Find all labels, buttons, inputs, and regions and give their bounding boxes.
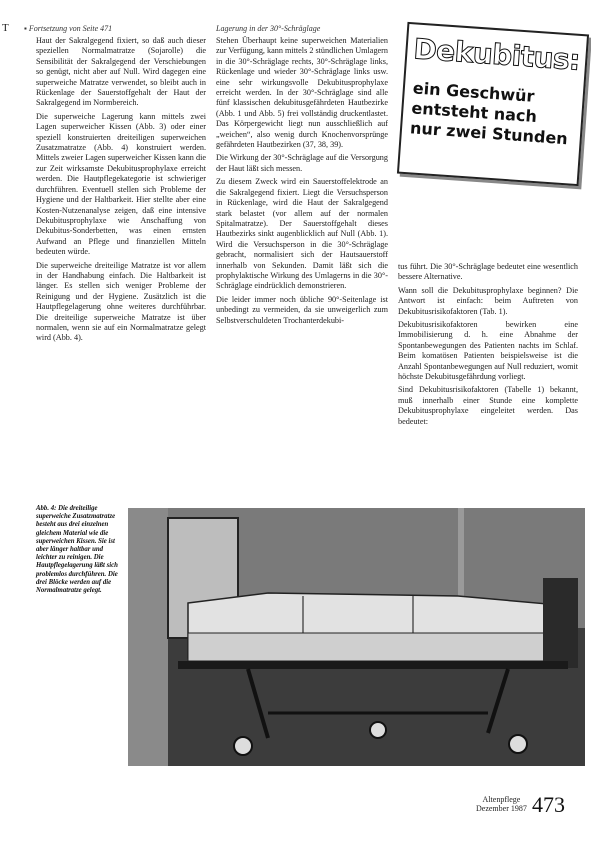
paragraph: Haut der Sakralgegend fixiert, so daß auch dieser speziellen Normalmatratze (Sojarolle) die Sensibilität der Sakralgegend der Verschiebungen so genügt, nicht aber auf Null. Wird dagegen eine superweiche Matratze verwendet, so bleibt auch in Rückenlage der Sauerstoffgehalt der Haut der Sakralgegend im Normbereich. [36,36,206,108]
running-head-middle: Lagerung in der 30°-Schräglage [216,24,321,33]
headline-subtitle-line: ein Geschwür [412,78,536,106]
article-column-3 [398,262,578,430]
paragraph: Sind Dekubitusrisikofaktoren (Tabelle 1) bekannt, muß innerhalb einer Stunde eine komplette Dekubitusprophylaxe eingeleitet werden. Das bedeutet: [398,385,578,426]
paragraph: Zu diesem Zweck wird ein Sauerstoffelektrode an die Sakralgegend fixiert. Liegt die Versuchsperson in Rückenlage, wird die Haut der Sakralgegend stark belastet (vor allem auf der normalen Spitalmatratze). Der Sauerstoffgehalt dieses Hautbezirks sinkt augenblicklich auf Null (Abb. 1). Wird die Versuchsperson in die 30°-Schräglage gebracht, normalisiert sich der Hautsauerstoff innerhalb von Sekunden. Damit läßt sich die prophylaktische Wirkung des Umlagerns in die 30°-Schräglage eindrücklich demonstrieren. [216,177,388,291]
magazine-name: Altenpflege [482,795,521,804]
page-marker: T [2,22,9,34]
headline-title: Dekubitus: [412,32,582,77]
paragraph: Dekubitusrisikofaktoren bewirken eine Immobilisierung d. h. eine Abnahme der Spontanbewegungen des Patienten nachts im Schlaf. Beim komatösen Patienten beispielsweise ist die Anzahl Spontanbewegungen auf Null reduziert, womit höchste Dekubitusgefährdung vorliegt. [398,320,578,382]
paragraph: Die superweiche dreiteilige Matratze ist vor allem in der Handhabung einfach. Die Haltbarkeit ist länger. Es stellen sich weniger Probleme der Reinigung und der Hygiene. Zusätzlich ist die Hautpflegelagerung ohne weiteres durchführbar. Die dreiteilige superweiche Matratze ist über normalen, wenn sie auf ein Normalmatratze gelegt wird (Abb. 4). [36,260,206,343]
running-head-left: ▪ Fortsetzung von Seite 471 [24,24,113,33]
headline-subtitle-line: nur zwei Stunden [409,118,569,149]
article-column-1 [36,36,206,347]
paragraph: Die superweiche Lagerung kann mittels zwei Lagen superweicher Kissen (Abb. 3) oder einer speziell konstruierten dreiteiligen superweichen Zusatzmatratze (Abb. 4) konstruiert werden. Mittels zweier Lagen superweicher Kissen kann die zur Zeit wirksamste Dekubitusprophylaxe erreicht werden. Die Hautpflegekategorie ist schwieriger durchführen. Eventuell stellen sich Probleme der Hygiene und der Haltbarkeit. Hier stellte aber eine Kosten-Nutzenanalyse zeigen, daß eine intensive Dekubitusprophylaxe wie Anschaffung von Dekubitus-Sonderbetten, was einen ernsten Aufwand an Pflege und finanziellen Mitteln bedeuten würde. [36,111,206,257]
headline-box [397,22,589,186]
magazine-issue: Dezember 1987 [476,804,527,813]
paragraph: Die leider immer noch übliche 90°-Seitenlage ist unbedingt zu vermeiden, da sie unweigerlich zum Selbstverschuldeten Trochanterdekubi- [216,294,388,325]
running-head-left-text: Fortsetzung von Seite 471 [28,24,113,33]
article-column-2 [216,36,388,329]
headline-subtitle-line: entsteht nach [410,98,538,127]
paragraph: tus führt. Die 30°-Schräglage bedeutet eine wesentlich bessere Alternative. [398,262,578,282]
page-number: 473 [532,792,565,817]
figure-caption: Abb. 4: Die dreiteilige superweiche Zusatzmatratze besteht aus drei einzelnen gleichem Material wie die superweichen Kissen. Sie ist aber länger haltbar und leichter zu reinigen. Die Hautpflegelagerung läßt sich problemlos durchführen. Die drei Blöcke werden auf die Normalmatratze gelegt. [36,505,118,595]
bed-illustration [128,508,585,766]
paragraph: Stehen Überhaupt keine superweichen Materialien zur Verfügung, kann mittels 2 stündlichen Umlagern in die 30°-Schräglage rechts, 30°-Schräglage links, Rückenlage und wieder 30°-Schräglage links usw. eine sehr wirkungsvolle Dekubitusprophylaxe erreicht werden. In der 30°-Schräglage sind alle fünf klassischen dekubitusgefährdeten Hautbezirke (Abb. 1 und Abb. 5) frei vollständig druckentlastet. Das Körpergewicht liegt nun ausschließlich auf „weichen“, also wenig durch Knochenvorsprünge gefährdeten Hautbezirken (37, 38, 39). [216,36,388,150]
paragraph: Wann soll die Dekubitusprophylaxe beginnen? Die Antwort ist einfach: beim Auftreten von Dekubitusrisikofaktoren (Tab. 1). [398,285,578,316]
headline-subtitle [409,78,571,149]
magazine-footer [476,795,527,813]
hospital-bed-photo [128,508,585,766]
paragraph: Die Wirkung der 30°-Schräglage auf die Versorgung der Haut läßt sich messen. [216,153,388,173]
